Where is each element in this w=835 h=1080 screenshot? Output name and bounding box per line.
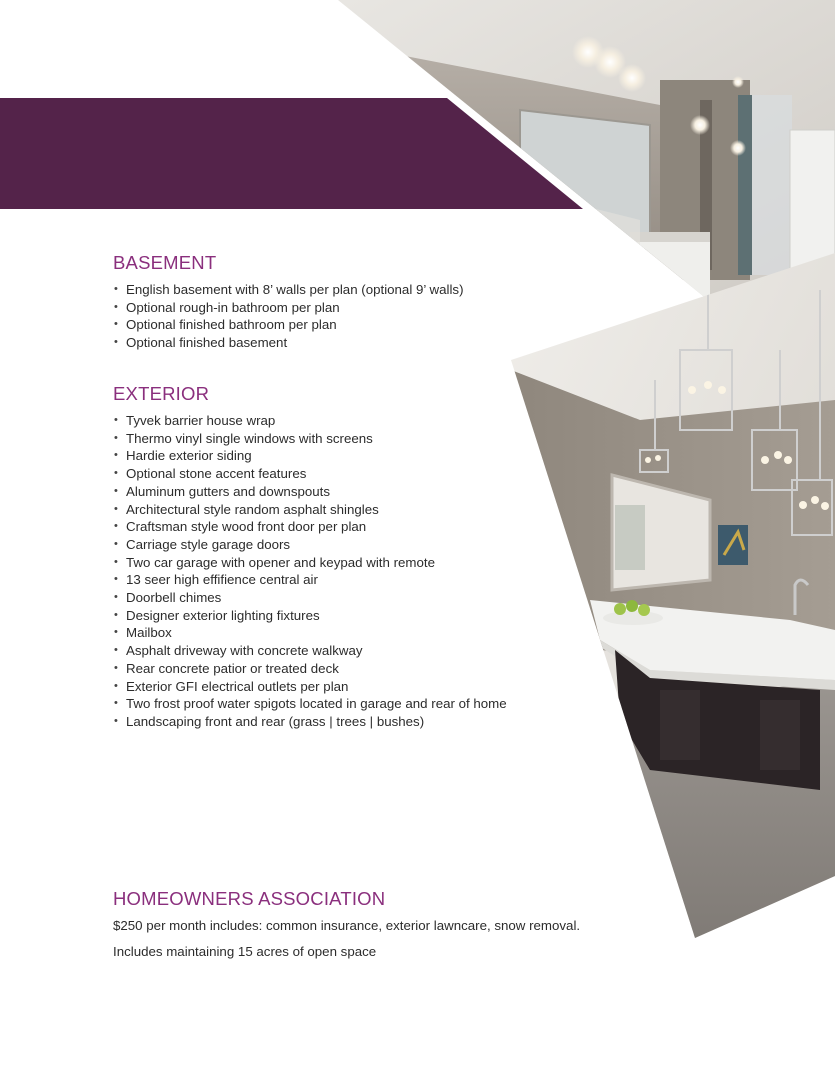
list-item: • Aluminum gutters and downspouts <box>113 483 507 501</box>
list-item: • Mailbox <box>113 624 507 642</box>
exterior-heading: EXTERIOR <box>113 383 210 404</box>
list-item: • Rear concrete patior or treated deck <box>113 660 507 678</box>
list-item: • Carriage style garage doors <box>113 536 507 554</box>
list-item: • Exterior GFI electrical outlets per plan <box>113 678 507 696</box>
list-item: • Two car garage with opener and keypad with remote <box>113 554 507 572</box>
list-item: • Optional rough-in bathroom per plan <box>113 299 464 317</box>
hoa-open-space-text: Includes maintaining 15 acres of open space <box>113 944 377 959</box>
hoa-heading: HOMEOWNERS ASSOCIATION <box>113 888 386 909</box>
list-item: • Doorbell chimes <box>113 589 507 607</box>
list-item: • Architectural style random asphalt shingles <box>113 501 507 519</box>
list-item: • Thermo vinyl single windows with screens <box>113 430 507 448</box>
list-item: • Optional finished basement <box>113 334 464 352</box>
basement-heading: BASEMENT <box>113 252 217 273</box>
list-item: • Optional finished bathroom per plan <box>113 316 464 334</box>
hoa-fee-text: $250 per month includes: common insurance, exterior lawncare, snow removal. <box>113 918 581 933</box>
list-item: • Tyvek barrier house wrap <box>113 412 507 430</box>
list-item: • Landscaping front and rear (grass | trees | bushes) <box>113 713 507 731</box>
list-item: • Hardie exterior siding <box>113 447 507 465</box>
exterior-list <box>113 412 507 731</box>
list-item: • 13 seer high effifience central air <box>113 571 507 589</box>
list-item: • Craftsman style wood front door per plan <box>113 518 507 536</box>
list-item: • Asphalt driveway with concrete walkway <box>113 642 507 660</box>
list-item: • English basement with 8’ walls per plan (optional 9’ walls) <box>113 281 464 299</box>
list-item: • Two frost proof water spigots located in garage and rear of home <box>113 695 507 713</box>
list-item: • Designer exterior lighting fixtures <box>113 607 507 625</box>
basement-list <box>113 281 464 352</box>
list-item: • Optional stone accent features <box>113 465 507 483</box>
